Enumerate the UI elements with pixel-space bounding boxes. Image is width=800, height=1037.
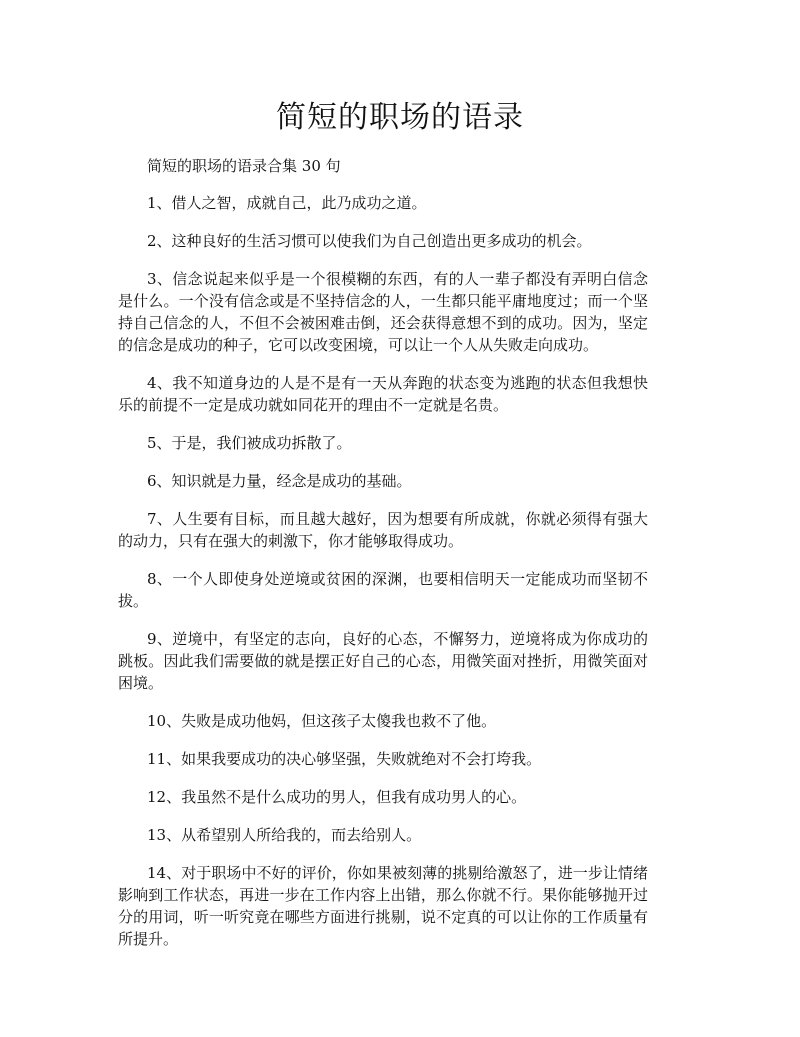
quote-item: 13、从希望别人所给我的，而去给别人。 — [147, 826, 422, 844]
quote-item: 9、逆境中，有坚定的志向，良好的心态，不懈努力，逆境将成为你成功的跳板。因此我们需要做的就是摆正好自己的心态，用微笑面对挫折，用微笑面对困境。 — [118, 630, 648, 692]
quote-item: 7、人生要有目标，而且越大越好，因为想要有所成就，你就必须得有强大的动力，只有在强大的刺激下，你才能够取得成功。 — [118, 510, 648, 550]
quote-item: 14、对于职场中不好的评价，你如果被刻薄的挑剔给激怒了，进一步让情绪影响到工作状态，再进一步在工作内容上出错，那么你就不行。果你能够抛开过分的用词，听一听究竟在哪些方面进行挑剔，说不定真的可以让你的工作质量有所提升。 — [118, 864, 648, 948]
document-subtitle: 简短的职场的语录合集 30 句 — [147, 157, 341, 175]
document-title: 简短的职场的语录 — [276, 100, 524, 135]
quote-item: 4、我不知道身边的人是不是有一天从奔跑的状态变为逃跑的状态但我想快乐的前提不一定是成功就如同花开的理由不一定就是名贵。 — [118, 374, 648, 414]
quote-item: 8、一个人即使身处逆境或贫困的深渊，也要相信明天一定能成功而坚韧不拔。 — [118, 570, 648, 610]
quote-item: 10、失败是成功他妈，但这孩子太傻我也救不了他。 — [147, 712, 497, 730]
quote-item: 6、知识就是力量，经念是成功的基础。 — [147, 472, 412, 490]
quote-item: 1、借人之智，成就自己，此乃成功之道。 — [147, 194, 427, 212]
quote-item: 5、于是，我们被成功拆散了。 — [147, 434, 352, 452]
quote-item: 11、如果我要成功的决心够坚强，失败就绝对不会打垮我。 — [147, 750, 542, 768]
quote-item: 3、信念说起来似乎是一个很模糊的东西，有的人一辈子都没有弄明白信念是什么。一个没有信念或是不坚持信念的人，一生都只能平庸地度过；而一个坚持自己信念的人，不但不会被困难击倒，还会获得意想不到的成功。因为，坚定的信念是成功的种子，它可以改变困境，可以让一个人从失败走向成功。 — [118, 270, 648, 354]
quote-item: 2、这种良好的生活习惯可以使我们为自己创造出更多成功的机会。 — [147, 232, 592, 250]
quote-item: 12、我虽然不是什么成功的男人，但我有成功男人的心。 — [147, 788, 527, 806]
quote-list — [118, 192, 648, 966]
